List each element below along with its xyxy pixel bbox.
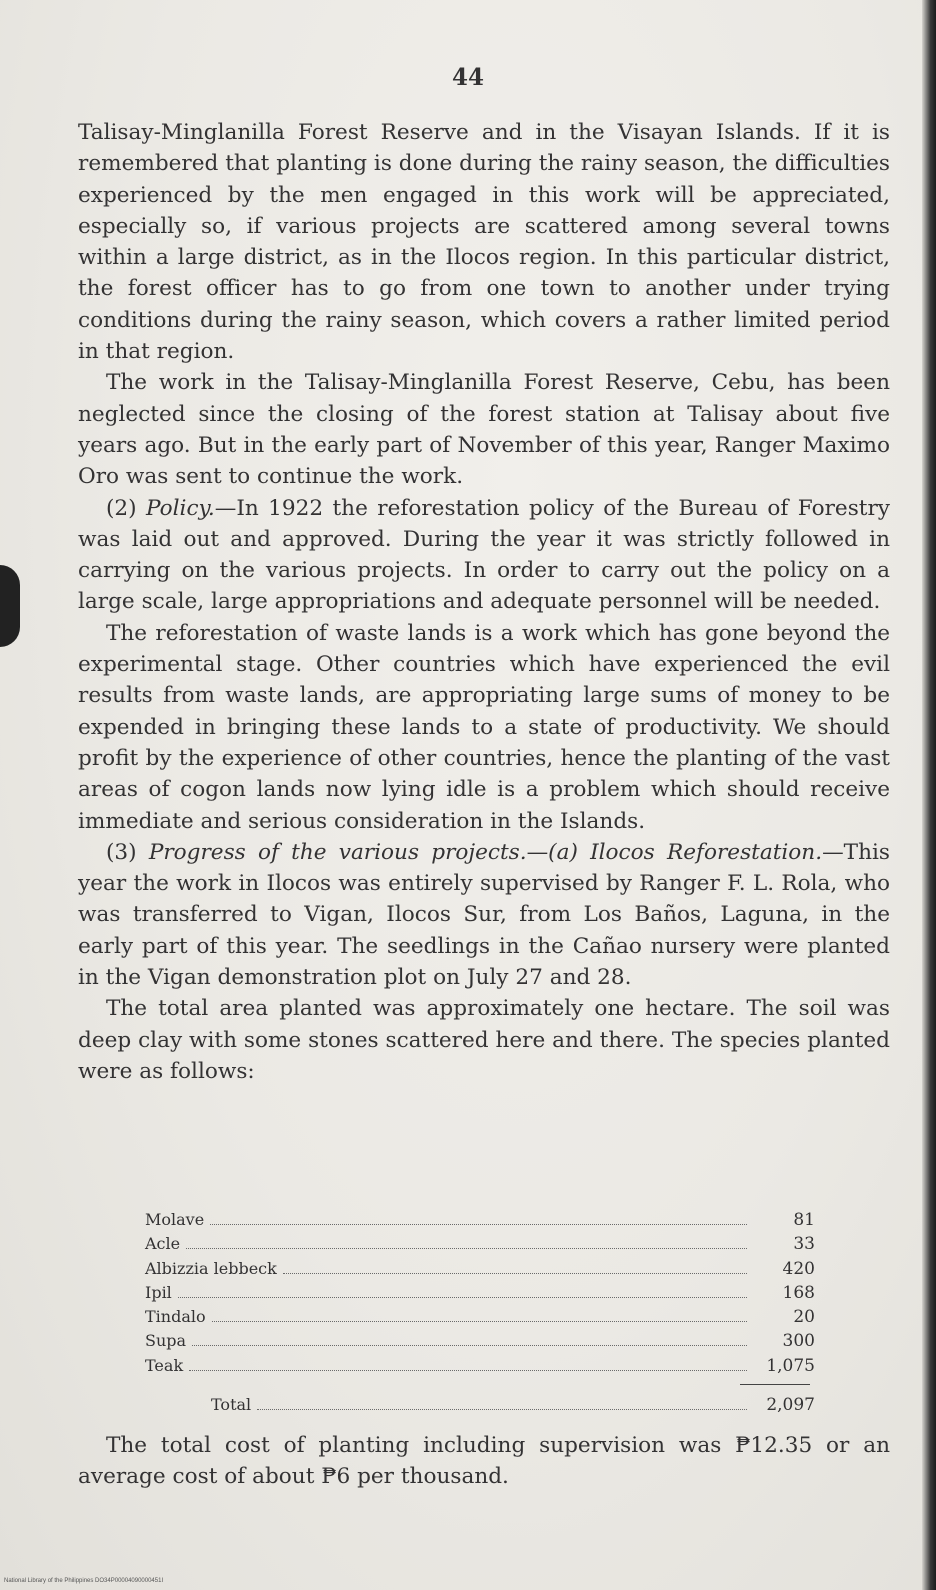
- table-row: [145, 1281, 815, 1305]
- paragraph-cost: The total cost of planting including supervision was ₱12.35 or an average cost of about ₱6 per thousand.: [78, 1433, 890, 1490]
- paragraph-policy-text: —In 1922 the reforestation policy of the Bureau of Forestry was laid out and approved. During the year it was strictly followed in carrying on the various projects. In order to carry out the policy on a large scale, large appropriations and adequate personnel will be needed.: [78, 495, 890, 615]
- scan-footer: National Library of the Philippines DO34P00004090000451I: [4, 1578, 164, 1584]
- section-heading-progress: Progress of the various projects.: [148, 839, 527, 865]
- total-label: Total: [211, 1395, 252, 1415]
- species-name: Teak: [145, 1355, 184, 1375]
- species-count: 1,075: [766, 1355, 815, 1376]
- species-name: Ipil: [145, 1282, 172, 1302]
- total-rule: [740, 1384, 810, 1393]
- paragraph-progress-text: —This year the work in Ilocos was entirely supervised by Ranger F. L. Rola, who was transferred to Vigan, Ilocos Sur, from Los Baños, Laguna, in the early part of this year. The seedlings in the Cañao nursery were planted in the Vigan demonstration plot on July 27 and 28.: [78, 839, 890, 991]
- dash: —: [526, 839, 549, 865]
- closing-text: [78, 1430, 890, 1493]
- species-name: Acle: [145, 1234, 181, 1254]
- table-row: [145, 1232, 815, 1256]
- species-count: 420: [782, 1258, 815, 1279]
- paragraph-progress: [78, 837, 890, 993]
- table-row: [145, 1208, 815, 1232]
- table-row: [145, 1305, 815, 1329]
- species-count: 81: [793, 1210, 815, 1230]
- species-name: Albizzia lebbeck: [145, 1258, 277, 1278]
- paragraph-1: Talisay-Minglanilla Forest Reserve and in the Visayan Islands. If it is remembered that planting is done during the rainy season, the difficulties experienced by the men engaged in this work will be appreciated, especially so, if various projects are scattered among several towns within a large district, as in the Ilocos region. In this particular district, the forest officer has to go from one town to another under trying conditions during the rainy season, which covers a rather limited period in that region.: [78, 120, 891, 365]
- page-number: 44: [451, 64, 484, 91]
- subsection-letter: (a): [548, 839, 578, 865]
- table-row: [145, 1329, 815, 1353]
- species-count: 20: [793, 1307, 815, 1328]
- paragraph-2: The work in the Talisay-Minglanilla Forest Reserve, Cebu, has been neglected since the closing of the forest station at Talisay about five years ago. But in the early part of November of this year, Ranger Maximo Oro was sent to continue the work.: [78, 370, 890, 490]
- species-count: 168: [782, 1282, 815, 1303]
- species-table: [145, 1208, 815, 1417]
- scan-edge-right: [922, 0, 936, 1590]
- dot-leader: [210, 1224, 747, 1225]
- dot-leader: [186, 1248, 747, 1249]
- dot-leader: [192, 1345, 747, 1346]
- species-name: Supa: [145, 1331, 187, 1351]
- paragraph-area: The total area planted was approximately one hectare. The soil was deep clay with some stones scattered here and there. The species planted were as follows:: [78, 996, 890, 1084]
- section-number: (2): [106, 495, 137, 521]
- paragraph-policy: [78, 493, 890, 618]
- paragraph-waste-lands: The reforestation of waste lands is a work which has gone beyond the experimental stage. Other countries which have experienced the evil results from waste lands, are appropriating large sums of money to be expended in bringing these lands to a state of productivity. We should profit by the experience of other countries, hence the planting of the vast areas of cogon lands now lying idle is a problem which should receive immediate and serious consideration in the Islands.: [78, 620, 890, 834]
- section-number: (3): [106, 839, 137, 865]
- section-heading-policy: Policy.: [145, 495, 215, 521]
- table-row: [145, 1354, 815, 1378]
- total-row: [145, 1393, 815, 1417]
- species-count: 33: [793, 1234, 815, 1255]
- total-count: 2,097: [766, 1395, 815, 1416]
- dot-leader: [178, 1297, 747, 1298]
- species-name: Molave: [145, 1210, 205, 1229]
- table-row: [145, 1257, 815, 1281]
- subsection-heading-ilocos: Ilocos Reforestation.: [590, 839, 823, 865]
- scan-shadow-left: [0, 565, 20, 647]
- body-text: [78, 117, 890, 1087]
- dot-leader: [189, 1370, 747, 1371]
- dot-leader: [212, 1321, 747, 1322]
- dot-leader: [257, 1409, 747, 1410]
- dot-leader: [283, 1273, 747, 1274]
- species-count: 300: [782, 1331, 815, 1352]
- species-name: Tindalo: [145, 1307, 206, 1327]
